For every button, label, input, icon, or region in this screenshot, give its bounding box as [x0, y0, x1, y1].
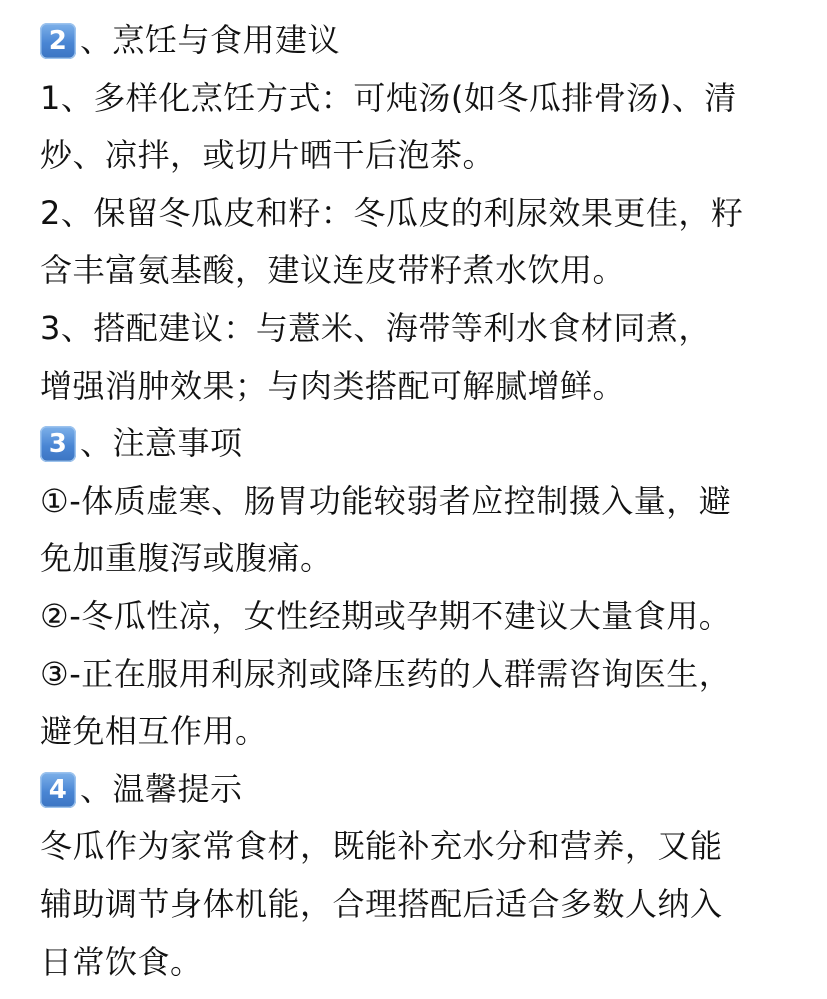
text-line: 避免相互作用。 — [40, 712, 268, 751]
keycap-2-icon: 2 — [40, 23, 76, 59]
text-line: 3、搭配建议：与薏米、海带等利水食材同煮， — [40, 308, 711, 347]
text-line: ②-冬瓜性凉，女性经期或孕期不建议大量食用。 — [40, 596, 732, 635]
section-title: 、注意事项 — [80, 424, 243, 463]
text-line: ①-体质虚寒、肠胃功能较弱者应控制摄入量，避 — [40, 481, 732, 520]
text-line: 免加重腹泻或腹痛。 — [40, 539, 333, 578]
text-line: 冬瓜作为家常食材，既能补充水分和营养，又能 — [40, 827, 723, 866]
text-line: 日常饮食。 — [40, 942, 203, 981]
document-body — [40, 12, 800, 991]
text-line: 1、多样化烹饪方式：可炖汤(如冬瓜排骨汤)、清 — [40, 78, 737, 117]
keycap-4-icon: 4 — [40, 772, 76, 808]
section-title: 、温馨提示 — [80, 769, 243, 808]
section-heading-precautions — [40, 415, 800, 473]
section-title: 、烹饪与食用建议 — [80, 21, 341, 59]
text-line: 辅助调节身体机能，合理搭配后适合多数人纳入 — [40, 884, 723, 923]
text-line: 含丰富氨基酸，建议连皮带籽煮水饮用。 — [40, 251, 626, 290]
section-heading-tips — [40, 761, 800, 819]
text-line: ③-正在服用利尿剂或降压药的人群需咨询医生， — [40, 654, 732, 693]
text-line: 2、保留冬瓜皮和籽：冬瓜皮的利尿效果更佳，籽 — [40, 193, 744, 232]
keycap-3-icon: 3 — [40, 426, 76, 462]
text-line: 炒、凉拌，或切片晒干后泡茶。 — [40, 136, 496, 175]
section-heading-cooking — [40, 12, 800, 70]
text-line: 增强消肿效果；与肉类搭配可解腻增鲜。 — [40, 366, 626, 405]
